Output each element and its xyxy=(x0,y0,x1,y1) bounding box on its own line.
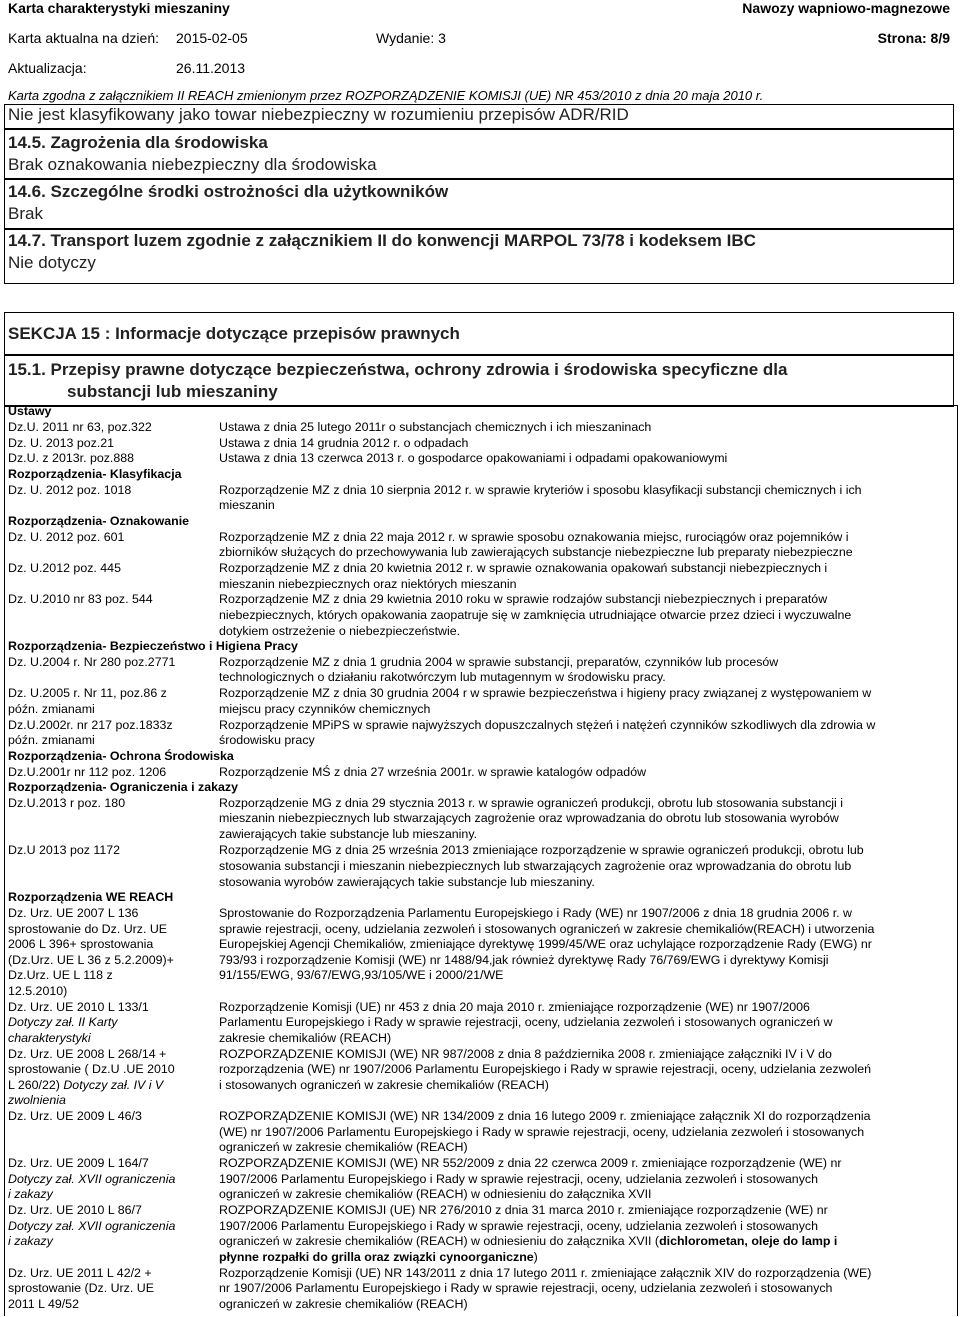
desc-o1-line2: zbiorników służących do przechowywania lub zawierających substancje niebezpieczne lub preparaty niebezpieczne xyxy=(219,545,853,559)
ref-w1-line6: 12.5.2010) xyxy=(8,984,68,998)
desc-w3-line3: i stosowanych ograniczeń w zakresie chemikaliów (REACH) xyxy=(219,1078,549,1092)
desc-k1-line2: mieszanin xyxy=(219,498,275,512)
desc-g1-line2: mieszanin niebezpiecznych lub stwarzających zagrożenie oraz wprowadzania do obrotu lub stosowania wyrobów xyxy=(219,811,839,825)
ref-b2-line2: późn. zmianami xyxy=(8,702,95,716)
section-15-1-title-line1: 15.1. Przepisy prawne dotyczące bezpieczeństwa, ochrony zdrowia i środowiska specyficzne dla xyxy=(8,360,788,379)
desc-w6-line4 xyxy=(219,1250,538,1266)
ref-b2-line1: Dz. U.2005 r. Nr 11, poz.86 z xyxy=(8,686,167,700)
desc-g1-line1: Rozporządzenie MG z dnia 29 stycznia 2013 r. w sprawie ograniczeń produkcji, obrotu lub stosowania substancji i xyxy=(219,796,843,810)
ref-w1-line3: 2006 L 396+ sprostowania xyxy=(8,937,154,951)
compliance-note: Karta zgodna z załącznikiem II REACH zmienionym przez ROZPORZĄDZENIE KOMISJI (UE) NR 453/2010 z dnia 20 maja 2010 r. xyxy=(8,88,764,103)
desc-o3-line3: dotykiem ostrzeżenie o niebezpieczeństwie. xyxy=(219,624,461,638)
desc-w7-line2: nr 1907/2006 Parlamentu Europejskiego i Rady w sprawie rejestracji, oceny, udzielania zezwoleń i stosowanych xyxy=(219,1281,833,1295)
desc-w3-line2: rozporządzenia (WE) nr 1907/2006 Parlamentu Europejskiego i Rady w sprawie rejestracji, oceny, udzielania zezwoleń xyxy=(219,1062,871,1076)
desc-o2-line1: Rozporządzenie MZ z dnia 20 kwietnia 2012 r. w sprawie oznakowania opakowań substancji niebezpiecznych i xyxy=(219,561,828,575)
ref-w4: Dz. Urz. UE 2009 L 46/3 xyxy=(8,1109,142,1123)
not-classified-text: Nie jest klasyfikowany jako towar niebezpieczny w rozumieniu przepisów ADR/RID xyxy=(8,105,629,124)
heading-ochrona-srodowiska: Rozporządzenia- Ochrona Środowiska xyxy=(8,749,234,763)
heading-bhp: Rozporządzenia- Bezpieczeństwo i Higiena Pracy xyxy=(8,639,298,653)
ref-w5-line3: i zakazy xyxy=(8,1187,53,1201)
update-date: 26.11.2013 xyxy=(176,60,246,76)
desc-w4-line2: (WE) nr 1907/2006 Parlamentu Europejskiego i Rady w sprawie rejestracji, oceny, udzielania zezwoleń i stosowanych xyxy=(219,1125,865,1139)
desc-w6-line3 xyxy=(219,1234,837,1250)
heading-klasyfikacja: Rozporządzenia- Klasyfikacja xyxy=(8,467,182,481)
desc-w1-line1: Sprostowanie do Rozporządzenia Parlamentu Europejskiego i Rady (WE) nr 1907/2006 z dnia 18 grudnia 2006 r. w xyxy=(219,906,852,920)
desc-g1-line3: zawierających takie substancje lub mieszaniny. xyxy=(219,827,478,841)
desc-w1-line4: 793/93 i rozporządzenie Komisji (WE) nr 1488/94,jak również dyrektywę Rady 76/769/EWG i dyrektywy Komisji xyxy=(219,953,829,967)
desc-w4-line3: ograniczeń w zakresie chemikaliów (REACH) xyxy=(219,1140,468,1154)
product-name: Nawozy wapniowo-magnezowe xyxy=(742,0,950,16)
desc-o1-line1: Rozporządzenie MZ z dnia 22 maja 2012 r. w sprawie sposobu oznakowania miejsc, rurociągów oraz pojemników i xyxy=(219,530,849,544)
ref-b1: Dz. U.2004 r. Nr 280 poz.2771 xyxy=(8,655,176,669)
ref-w2-line1: Dz. Urz. UE 2010 L 133/1 xyxy=(8,1000,149,1014)
section-15-title xyxy=(8,324,460,344)
ref-b3-line2: późn. zmianami xyxy=(8,733,95,747)
desc-w5-line2: 1907/2006 Parlamentu Europejskiego i Rady w sprawie rejestracji, oceny, udzielania zezwoleń i stosowanych xyxy=(219,1172,818,1186)
ref-o3: Dz. U.2010 nr 83 poz. 544 xyxy=(8,592,153,606)
ref-a1: Dz.U. 2011 nr 63, poz.322 xyxy=(8,420,152,434)
ref-w6-line2: Dotyczy zał. XVII ograniczenia xyxy=(8,1219,176,1233)
ref-w6-line3: i zakazy xyxy=(8,1234,53,1248)
desc-b2-line2: miejscu pracy czynników chemicznych xyxy=(219,702,431,716)
ref-w1-line1: Dz. Urz. UE 2007 L 136 xyxy=(8,906,139,920)
desc-a3: Ustawa z dnia 13 czerwca 2013 r. o gospodarce opakowaniami i odpadami opakowaniowymi xyxy=(219,451,728,465)
current-label: Karta aktualna na dzień: xyxy=(8,30,159,46)
desc-b3-line1: Rozporządzenie MPiPS w sprawie najwyższych dopuszczalnych stężeń i natężeń czynników szkodliwych dla zdrowia w xyxy=(219,718,876,732)
desc-w1-line2: sprawie rejestracji, oceny, udzielania zezwoleń i stosowanych ograniczeń w zakresie chemikaliów(REACH) i utworzenia xyxy=(219,922,875,936)
ref-g1: Dz.U.2013 r poz. 180 xyxy=(8,796,126,810)
desc-k1-line1: Rozporządzenie MZ z dnia 10 sierpnia 2012 r. w sprawie kryteriów i sposobu klasyfikacji substancji chemicznych i ich xyxy=(219,483,862,497)
ref-a3: Dz.U. z 2013r. poz.888 xyxy=(8,451,135,465)
desc-w7-line1: Rozporządzenie Komisji (UE) NR 143/2011 z dnia 17 lutego 2011 r. zmieniające załącznik XIV do rozporządzenia (WE) xyxy=(219,1266,872,1280)
ref-w3-line1: Dz. Urz. UE 2008 L 268/14 + xyxy=(8,1047,167,1061)
current-date: 2015-02-05 xyxy=(176,30,248,46)
edition: Wydanie: 3 xyxy=(376,30,446,46)
ref-w3-line3 xyxy=(8,1078,163,1094)
desc-e1: Rozporządzenie MŚ z dnia 27 września 2001r. w sprawie katalogów odpadów xyxy=(219,765,647,779)
desc-w5-line1: ROZPORZĄDZENIE KOMISJI (WE) NR 552/2009 z dnia 22 czerwca 2009 r. zmieniające rozporządzenie (WE) nr xyxy=(219,1156,842,1170)
ref-w1-line4: (Dz.Urz. UE L 36 z 5.2.2009)+ xyxy=(8,953,174,967)
ref-w7-line3: 2011 L 49/52 xyxy=(8,1297,79,1311)
ref-w3-line3-a: L 260/22) xyxy=(8,1078,60,1092)
ref-w1-line2: sprostowanie do Dz. Urz. UE xyxy=(8,922,168,936)
desc-w6-line4-a: płynne rozpałki do grilla oraz związki cynoorganiczne xyxy=(219,1250,534,1264)
desc-w6-line4-b: ) xyxy=(533,1250,538,1264)
desc-w1-line5: 91/155/EWG, 93/67/EWG,93/105/WE i 2000/21/WE xyxy=(219,968,504,982)
desc-b3-line2: środowisku pracy xyxy=(219,733,315,747)
desc-w5-line3: ograniczeń w zakresie chemikaliów (REACH) w odniesieniu do załącznika XVII xyxy=(219,1187,652,1201)
ref-w7-line1: Dz. Urz. UE 2011 L 42/2 + xyxy=(8,1266,152,1280)
desc-w1-line3: Europejskiej Agencji Chemikaliów, zmieniające dyrektywę 1999/45/WE oraz uchylające rozporządzenie Rady (EWG) nr xyxy=(219,937,872,951)
ref-w2-line2: Dotyczy zał. II Karty xyxy=(8,1015,118,1029)
desc-w6-line3-a: ograniczeń w zakresie chemikaliów (REACH) w odniesieniu do załącznika XVII ( xyxy=(219,1234,660,1248)
desc-g2-line3: stosowania wyrobów zawierających takie substancje lub mieszaniny. xyxy=(219,875,595,889)
section-14-5-title: 14.5. Zagrożenia dla środowiska xyxy=(8,133,268,152)
ref-w3-line2: sprostowanie ( Dz.U .UE 2010 xyxy=(8,1062,175,1076)
desc-w4-line1: ROZPORZĄDZENIE KOMISJI (WE) NR 134/2009 z dnia 16 lutego 2009 r. zmieniające załącznik XI do rozporządzenia xyxy=(219,1109,871,1123)
desc-a1: Ustawa z dnia 25 lutego 2011r o substancjach chemicznych i ich mieszaninach xyxy=(219,420,652,434)
desc-o3-line2: niebezpiecznych, których opakowania zaopatruje się w zamknięcia utrudniające otwarcie przez dzieci i wyczuwalne xyxy=(219,608,852,622)
desc-g2-line1: Rozporządzenie MG z dnia 25 września 2013 zmieniające rozporządzenie w sprawie ograniczeń produkcji, obrotu lub xyxy=(219,843,864,857)
ref-w1-line5: Dz.Urz. UE L 118 z xyxy=(8,968,113,982)
section-14-6-title: 14.6. Szczególne środki ostrożności dla użytkowników xyxy=(8,182,449,201)
ref-w7-line2: sprostowanie (Dz. Urz. UE xyxy=(8,1281,154,1295)
update-label: Aktualizacja: xyxy=(8,60,87,76)
desc-b2-line1: Rozporządzenie MZ z dnia 30 grudnia 2004 r w sprawie bezpieczeństwa i higieny pracy związanej z występowaniem w xyxy=(219,686,872,700)
section-14-7-text: Nie dotyczy xyxy=(8,253,96,272)
ref-k1: Dz. U. 2012 poz. 1018 xyxy=(8,483,132,497)
section-14-5-text: Brak oznakowania niebezpieczny dla środowiska xyxy=(8,155,377,174)
heading-ograniczenia: Rozporządzenia- Ograniczenia i zakazy xyxy=(8,780,238,794)
desc-w6-line2: 1907/2006 Parlamentu Europejskiego i Rady w sprawie rejestracji, oceny, udzielania zezwoleń i stosowanych xyxy=(219,1219,818,1233)
desc-w2-line3: zakresie chemikaliów (REACH) xyxy=(219,1031,392,1045)
ref-w2-line3: charakterystyki xyxy=(8,1031,91,1045)
ref-b3-line1: Dz.U.2002r. nr 217 poz.1833z xyxy=(8,718,173,732)
desc-b1-line1: Rozporządzenie MZ z dnia 1 grudnia 2004 w sprawie substancji, preparatów, czynników lub procesów xyxy=(219,655,779,669)
ref-w5-line2: Dotyczy zał. XVII ograniczenia xyxy=(8,1172,176,1186)
ref-g2: Dz.U 2013 poz 1172 xyxy=(8,843,121,857)
section-14-7-title: 14.7. Transport luzem zgodnie z załącznikiem II do konwencji MARPOL 73/78 i kodeksem IBC xyxy=(8,231,756,250)
ref-e1: Dz.U.2001r nr 112 poz. 1206 xyxy=(8,765,167,779)
section-15-1-title-line2: substancji lub mieszaniny xyxy=(67,382,278,401)
ref-w3-line3-b: Dotyczy zał. IV i V xyxy=(63,1078,164,1092)
page-number: Strona: 8/9 xyxy=(877,30,950,46)
desc-a2: Ustawa z dnia 14 grudnia 2012 r. o odpadach xyxy=(219,436,469,450)
section-15-title-text: SEKCJA 15 : Informacje dotyczące przepisów prawnych xyxy=(8,324,460,343)
desc-o3-line1: Rozporządzenie MZ z dnia 29 kwietnia 2010 roku w sprawie rodzajów substancji niebezpiecznych i preparatów xyxy=(219,592,828,606)
desc-b1-line2: technologicznych o działaniu rakotwórczym lub mutagennym w środowisku pracy. xyxy=(219,670,666,684)
document-title: Karta charakterystyki mieszaniny xyxy=(8,0,230,16)
desc-w6-line3-b: dichlorometan, oleje do lamp i xyxy=(659,1234,838,1248)
desc-w6-line1: ROZPORZĄDZENIE KOMISJI (UE) NR 276/2010 z dnia 31 marca 2010 r. zmieniające rozporządzenie (WE) nr xyxy=(219,1203,828,1217)
heading-oznakowanie: Rozporządzenia- Oznakowanie xyxy=(8,514,190,528)
ref-o2: Dz. U.2012 poz. 445 xyxy=(8,561,121,575)
desc-w3-line1: ROZPORZĄDZENIE KOMISJI (WE) NR 987/2008 z dnia 8 października 2008 r. zmieniające załączniki IV i V do xyxy=(219,1047,832,1061)
ref-w3-line4: zwolnienia xyxy=(8,1093,66,1107)
heading-reach: Rozporządzenia WE REACH xyxy=(8,890,174,904)
desc-w7-line3: ograniczeń w zakresie chemikaliów (REACH) xyxy=(219,1297,468,1311)
heading-ustawy: Ustawy xyxy=(8,404,52,418)
desc-o2-line2: mieszanin niebezpiecznych oraz niektórych mieszanin xyxy=(219,577,517,591)
desc-w2-line2: Parlamentu Europejskiego i Rady w sprawie rejestracji, oceny, udzielania zezwoleń i stosowanych ograniczeń w xyxy=(219,1015,833,1029)
ref-w6-line1: Dz. Urz. UE 2010 L 86/7 xyxy=(8,1203,142,1217)
desc-w2-line1: Rozporządzenie Komisji (UE) nr 453 z dnia 20 maja 2010 r. zmieniające rozporządzenie (WE) nr 1907/2006 xyxy=(219,1000,810,1014)
desc-g2-line2: stosowania substancji i mieszanin niebezpiecznych lub stwarzających zagrożenie oraz wprowadzania do obrotu lub xyxy=(219,859,852,873)
section-14-6-text: Brak xyxy=(8,204,43,223)
ref-a2: Dz. U. 2013 poz.21 xyxy=(8,436,115,450)
ref-w5-line1: Dz. Urz. UE 2009 L 164/7 xyxy=(8,1156,149,1170)
ref-o1: Dz. U. 2012 poz. 601 xyxy=(8,530,125,544)
